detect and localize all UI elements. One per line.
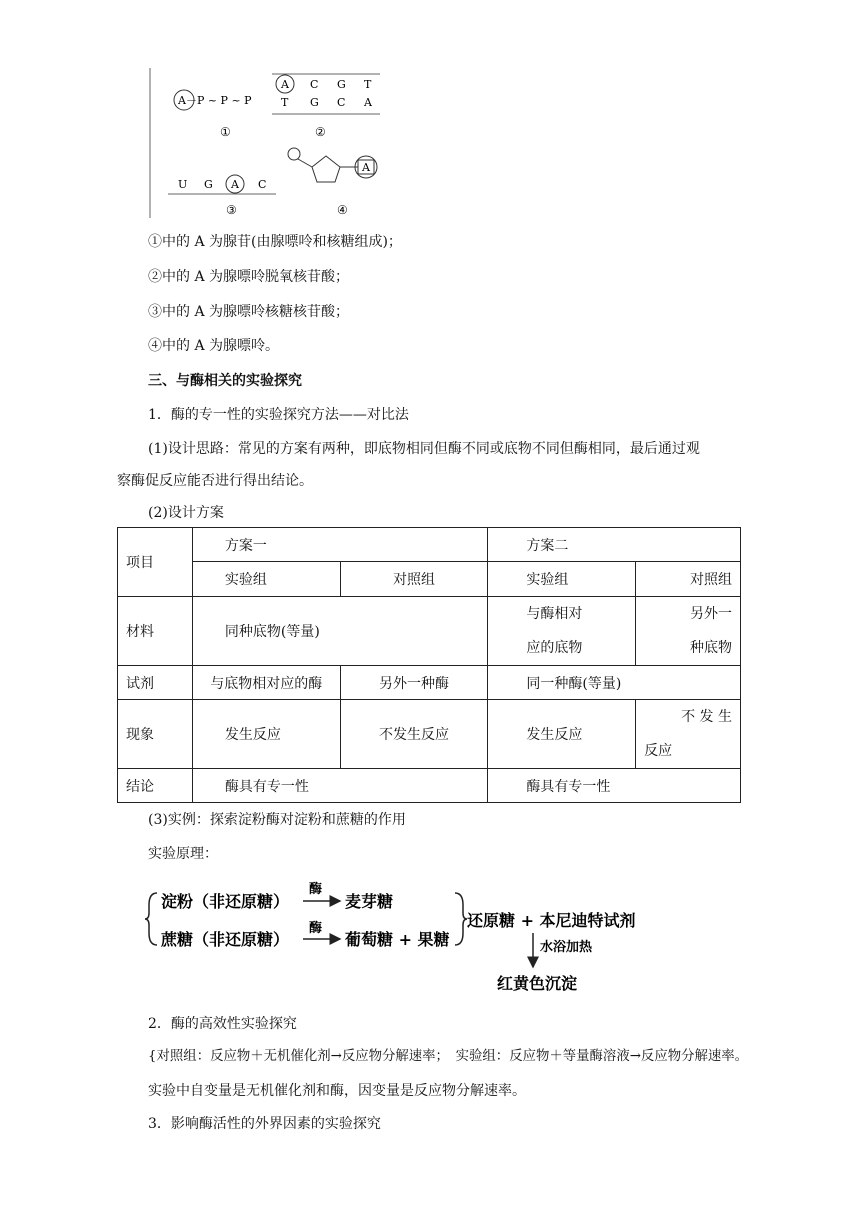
table-row [118,666,741,700]
reaction-flow-diagram [145,875,665,997]
table-row [118,562,741,597]
table-row [118,769,741,803]
figure-panel-4 [288,148,377,217]
figure-3-seq-3: C [258,178,267,191]
phenomenon-plan-2-ctrl-line-1: 不 发 生 [681,709,732,725]
phenomenon-plan-2-ctrl-line-2: 反应 [644,743,673,759]
header-plan-1-ctrl: 对照组 [340,562,488,597]
figure-2-bottom-0: T [281,96,289,109]
flow-enzyme-2: 酶 [309,921,323,936]
design-plan-title: (2)设计方案 [148,505,224,521]
nucleotide-figure [140,62,400,222]
figure-panel-2 [272,74,380,139]
figure-2-label: ② [315,125,326,139]
example-title: (3)实例：探索淀粉酶对淀粉和蔗糖的作用 [148,812,406,828]
conclusion-plan-1: 酶具有专一性 [192,769,487,803]
design-idea-line-1: (1)设计思路：常见的方案有两种，即底物相同但酶不同或底物不同但酶相同，最后通过观 [148,441,700,457]
header-plan-2: 方案二 [488,528,741,562]
conclusion-plan-2: 酶具有专一性 [488,769,741,803]
section-heading: 三、与酶相关的实验探究 [148,373,302,389]
flow-precipitate: 红黄色沉淀 [497,974,578,993]
table-row [118,597,741,666]
reagent-plan-1-exp: 与底物相对应的酶 [192,666,340,700]
row-label-reagent: 试剂 [118,666,193,700]
figure-2-bottom-2: C [337,96,346,109]
header-plan-2-ctrl: 对照组 [636,562,741,597]
table-row [118,700,741,769]
material-plan-2-ctrl-line-2: 种底物 [690,640,732,656]
subsection-2-title: 2．酶的高效性实验探究 [148,1016,297,1032]
figure-1-label: ① [220,125,231,139]
phenomenon-plan-1-exp: 发生反应 [192,700,340,769]
note-4: ④中的 A 为腺嘌呤。 [148,338,280,354]
flow-enzyme-1: 酶 [309,882,323,897]
header-plan-1-exp: 实验组 [192,562,340,597]
figure-4-label: ④ [337,203,348,217]
phenomenon-plan-1-ctrl: 不发生反应 [340,700,488,769]
subsection-3-title: 3．影响酶活性的外界因素的实验探究 [148,1116,381,1132]
flow-sucrose: 蔗糖（非还原糖） [161,930,290,949]
material-plan-1: 同种底物(等量) [192,597,487,666]
note-3: ③中的 A 为腺嘌呤核糖核苷酸； [148,304,350,320]
header-plan-2-exp: 实验组 [488,562,636,597]
flow-glucose-fructose: 葡萄糖 + 果糖 [345,930,450,949]
figure-3-seq-1: G [204,178,213,191]
note-1: ①中的 A 为腺苷(由腺嘌呤和核糖组成)； [148,234,402,250]
figure-3-seq-2: A [231,178,239,191]
row-label-conclusion: 结论 [118,769,193,803]
design-table [117,527,741,803]
material-plan-2-ctrl-line-1: 另外一 [690,606,732,622]
table-row [118,528,741,562]
figure-3-seq-0: U [178,178,188,191]
figure-2-top-0: A [281,78,289,91]
header-plan-1: 方案一 [192,528,487,562]
figure-1-seq: A－P ~ P ~ P [178,94,252,107]
flow-reducing-sugar: 还原糖 + 本尼迪特试剂 [467,911,636,930]
figure-2-bottom-3: A [364,96,372,109]
header-item: 项目 [118,528,193,597]
row-label-material: 材料 [118,597,193,666]
phenomenon-plan-2-exp: 发生反应 [488,700,636,769]
figure-2-top-2: G [337,78,346,91]
design-idea-line-2: 察酶促反应能否进行得出结论。 [117,473,313,489]
principle-label: 实验原理： [148,846,218,862]
figure-2-bottom-1: G [310,96,319,109]
figure-2-top-1: C [310,78,319,91]
material-plan-2-exp [488,597,636,666]
note-2: ②中的 A 为腺嘌呤脱氧核苷酸； [148,269,350,285]
figure-panel-1 [174,90,252,139]
flow-starch: 淀粉（非还原糖） [161,892,290,911]
figure-panel-3 [168,175,276,217]
material-plan-2-ctrl [636,597,741,666]
flow-maltose: 麦芽糖 [345,892,394,911]
subsection-1-title: 1．酶的专一性的实验探究方法——对比法 [148,407,409,423]
figure-3-label: ③ [226,203,237,217]
efficiency-groups: {对照组：反应物＋无机催化剂→反应物分解速率； 实验组：反应物＋等量酶溶液→反应物分解速率。 [148,1049,749,1064]
material-plan-2-exp-line-1: 与酶相对 [526,606,583,622]
flow-water-bath: 水浴加热 [540,940,593,955]
phenomenon-plan-2-ctrl [636,700,741,769]
efficiency-variables: 实验中自变量是无机催化剂和酶，因变量是反应物分解速率。 [148,1083,526,1099]
figure-4-base: A [362,161,370,174]
figure-2-top-3: T [364,78,372,91]
reagent-plan-2: 同一种酶(等量) [488,666,741,700]
material-plan-2-exp-line-2: 应的底物 [526,640,583,656]
reagent-plan-1-ctrl: 另外一种酶 [340,666,488,700]
row-label-phenomenon: 现象 [118,700,193,769]
